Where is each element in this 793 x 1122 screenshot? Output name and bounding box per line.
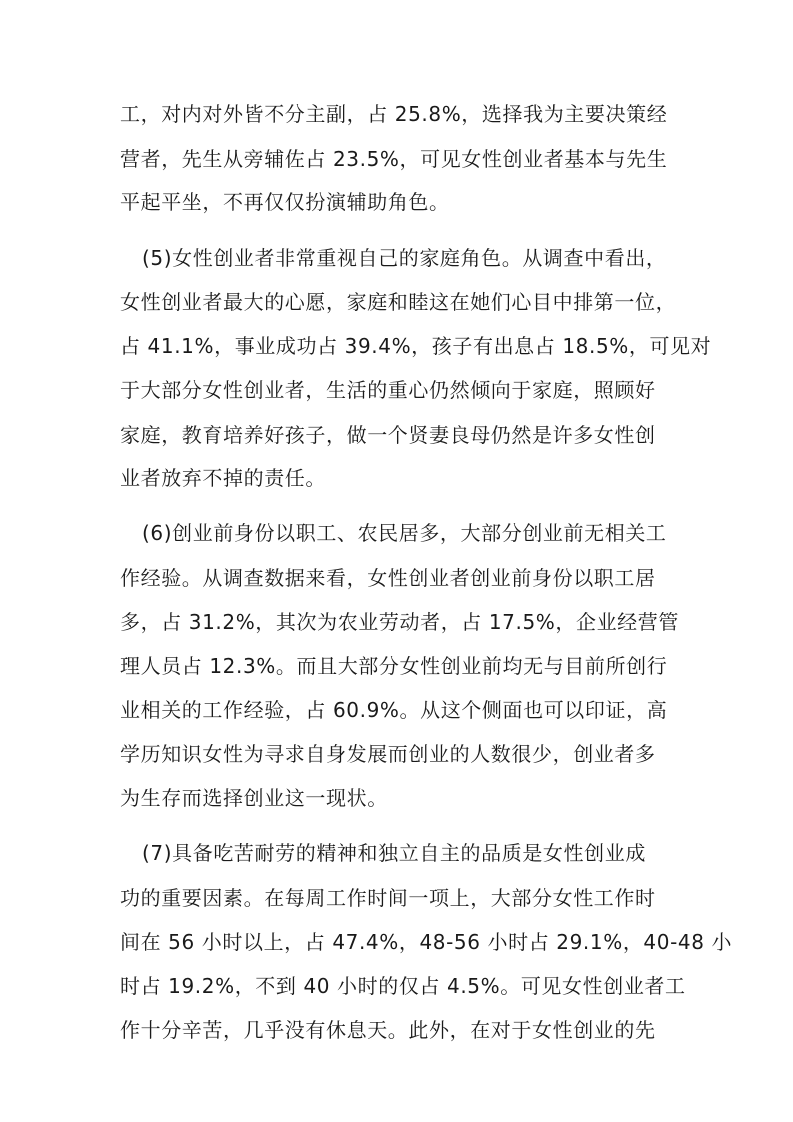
text-line: 平起平坐，不再仅仅扮演辅助角色。 (120, 190, 450, 214)
text-line: 于大部分女性创业者，生活的重心仍然倾向于家庭，照顾好 (120, 378, 656, 402)
text-line: 占 41.1%，事业成功占 39.4%，孩子有出息占 18.5%，可见对 (120, 334, 712, 358)
text-line: 业相关的工作经验，占 60.9%。从这个侧面也可以印证，高 (120, 698, 668, 722)
text-line: 家庭，教育培养好孩子，做一个贤妻良母仍然是许多女性创 (120, 423, 656, 447)
text-line: 时占 19.2%，不到 40 小时的仅占 4.5%。可见女性创业者工 (120, 974, 686, 998)
text-line: 作十分辛苦，几乎没有休息天。此外，在对于女性创业的先 (120, 1018, 656, 1042)
text-line: 作经验。从调查数据来看，女性创业者创业前身份以职工居 (120, 566, 656, 590)
text-line: 学历知识女性为寻求自身发展而创业的人数很少，创业者多 (120, 742, 656, 766)
paragraph-5-start: (5)女性创业者非常重视自己的家庭角色。从调查中看出， (142, 246, 667, 270)
text-line: 营者，先生从旁辅佐占 23.5%，可见女性创业者基本与先生 (120, 147, 668, 171)
text-line: 理人员占 12.3%。而且大部分女性创业前均无与目前所创行 (120, 654, 668, 678)
text-line: 工，对内对外皆不分主副，占 25.8%，选择我为主要决策经 (120, 102, 668, 126)
paragraph-6-start: (6)创业前身份以职工、农民居多，大部分创业前无相关工 (142, 521, 667, 545)
text-line: 功的重要因素。在每周工作时间一项上，大部分女性工作时 (120, 886, 656, 910)
text-line: 业者放弃不掉的责任。 (120, 466, 326, 490)
paragraph-7-start: (7)具备吃苦耐劳的精神和独立自主的品质是女性创业成 (142, 841, 646, 865)
text-line: 间在 56 小时以上，占 47.4%，48-56 小时占 29.1%，40-48 小 (120, 930, 733, 954)
text-line: 多，占 31.2%，其次为农业劳动者，占 17.5%，企业经营管 (120, 610, 679, 634)
text-line: 女性创业者最大的心愿，家庭和睦这在她们心目中排第一位， (120, 290, 677, 314)
text-line: 为生存而选择创业这一现状。 (120, 786, 388, 810)
